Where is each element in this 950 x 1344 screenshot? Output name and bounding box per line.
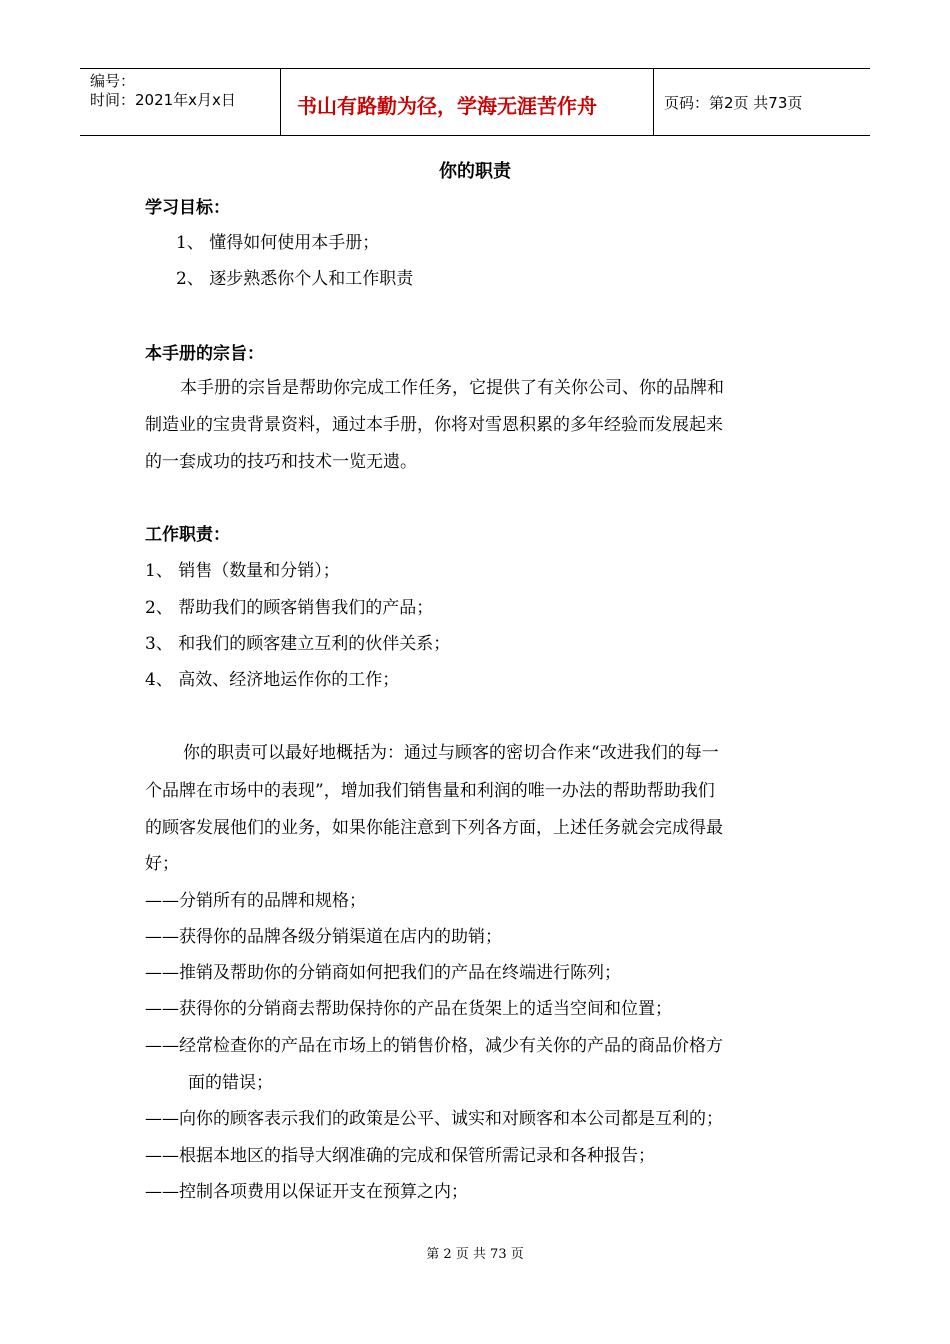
header-top-border xyxy=(80,68,870,69)
header-page-info: 页码：第2页 共73页 xyxy=(664,94,803,112)
dash-item: ——经常检查你的产品在市场上的销售价格，减少有关你的产品的商品价格方 xyxy=(145,1036,723,1056)
purpose-line: 制造业的宝贵背景资料，通过本手册，你将对雪恩积累的多年经验而发展起来 xyxy=(145,415,723,435)
duty-item: 1、 销售（数量和分销）； xyxy=(145,561,340,581)
dash-item: ——获得你的分销商去帮助保持你的产品在货架上的适当空间和位置； xyxy=(145,999,672,1019)
document-number-label: 编号： xyxy=(90,72,136,90)
purpose-heading: 本手册的宗旨： xyxy=(145,344,264,364)
header-divider-right xyxy=(653,68,654,136)
page-title: 你的职责 xyxy=(439,161,511,182)
duty-item: 3、 和我们的顾客建立互利的伙伴关系； xyxy=(145,634,451,654)
summary-line: 你的职责可以最好地概括为：通过与顾客的密切合作来“改进我们的每一 xyxy=(183,743,719,763)
header-bottom-border xyxy=(80,135,870,136)
objective-item: 2、 逐步熟悉你个人和工作职责 xyxy=(176,269,414,289)
document-date-label: 时间：2021年x月x日 xyxy=(90,91,236,109)
duties-heading: 工作职责： xyxy=(145,525,230,545)
dash-item-continuation: 面的错误； xyxy=(188,1073,273,1093)
summary-line: 个品牌在市场中的表现”，增加我们销售量和利润的唯一办法的帮助帮助我们 xyxy=(145,781,715,801)
dash-item: ——推销及帮助你的分销商如何把我们的产品在终端进行陈列； xyxy=(145,963,621,983)
dash-item: ——向你的顾客表示我们的政策是公平、诚实和对顾客和本公司都是互利的； xyxy=(145,1109,723,1129)
dash-item: ——获得你的品牌各级分销渠道在店内的助销； xyxy=(145,927,502,947)
dash-item: ——分销所有的品牌和规格； xyxy=(145,891,366,911)
summary-line: 好； xyxy=(145,854,179,874)
header-motto: 书山有路勤为径，学海无涯苦作舟 xyxy=(297,94,597,118)
purpose-line: 的一套成功的技巧和技术一览无遗。 xyxy=(145,452,417,472)
dash-item: ——根据本地区的指导大纲准确的完成和保管所需记录和各种报告； xyxy=(145,1146,655,1166)
duty-item: 2、 帮助我们的顾客销售我们的产品； xyxy=(145,598,434,618)
dash-item: ——控制各项费用以保证开支在预算之内； xyxy=(145,1182,468,1202)
page-footer: 第 2 页 共 73 页 xyxy=(426,1247,524,1262)
summary-line: 的顾客发展他们的业务，如果你能注意到下列各方面，上述任务就会完成得最 xyxy=(145,818,723,838)
purpose-line: 本手册的宗旨是帮助你完成工作任务，它提供了有关你公司、你的品牌和 xyxy=(180,378,724,398)
duty-item: 4、 高效、经济地运作你的工作； xyxy=(145,670,400,690)
header-divider-left xyxy=(280,68,281,136)
objective-item: 1、 懂得如何使用本手册； xyxy=(176,233,380,253)
objectives-heading: 学习目标： xyxy=(145,198,230,218)
